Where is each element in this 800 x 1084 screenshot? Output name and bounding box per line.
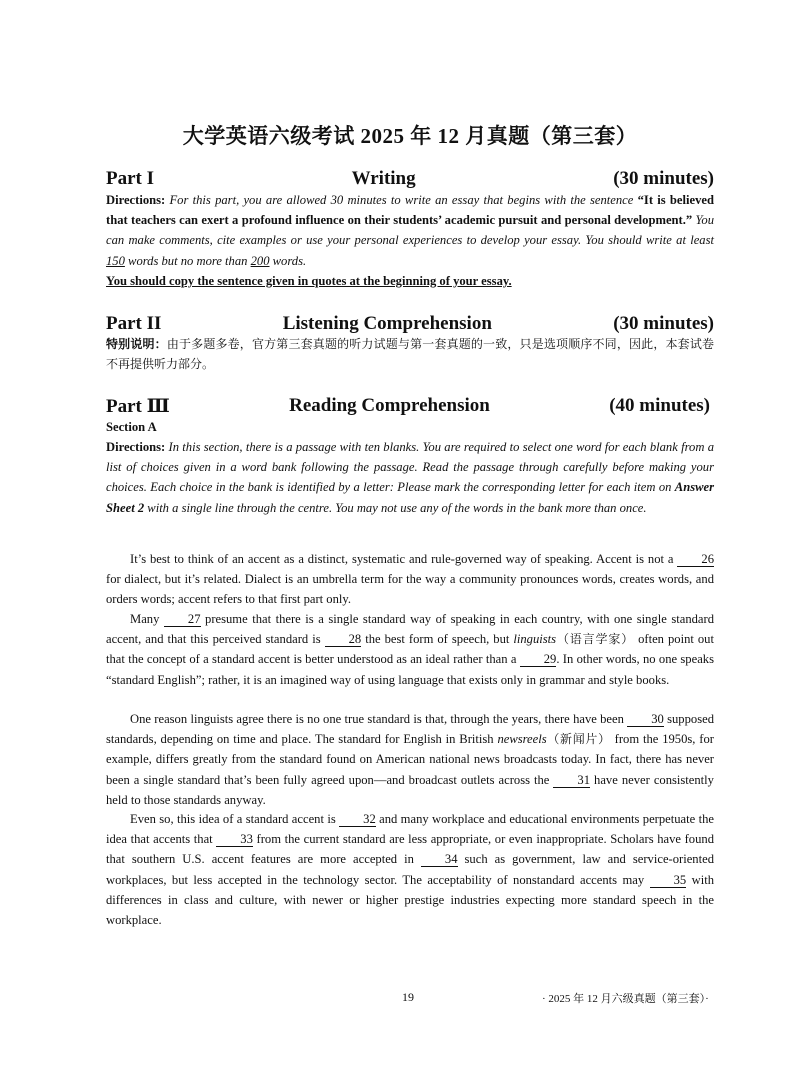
part3-directions-text-2: with a single line through the centre. You may not use any of the words in the bank more than once.	[144, 500, 647, 515]
passage-paragraph-1	[106, 549, 714, 610]
blank-30: 30	[627, 712, 664, 727]
passage-text: Many	[130, 612, 164, 626]
part3-directions-label: Directions:	[106, 440, 166, 454]
part1-time: (30 minutes)	[613, 168, 714, 189]
part2-note-label: 特别说明：	[106, 337, 167, 351]
part1-directions-text-4: words.	[269, 253, 307, 268]
passage-text: presume that there is a single standard way of speaking in each country, with one single standard accent, and that this perceived standard is	[106, 612, 714, 647]
part1-label: Part I	[106, 168, 155, 189]
passage-paragraph-4	[106, 809, 714, 930]
gloss-newsreels: （新闻片）	[546, 732, 611, 747]
blank-26: 26	[677, 552, 714, 567]
answer-sheet-ref: Answer Sheet 2	[106, 480, 714, 515]
blank-32: 32	[339, 812, 376, 827]
blank-27: 27	[164, 612, 201, 627]
passage-text: . In other words, no one speaks “standard English”; rather, it is an imagined way of using language that exists only in grammar and style books.	[106, 652, 714, 687]
gloss-linguists: （语言学家）	[556, 632, 635, 647]
passage-text: from the current standard are less appropriate, or even inappropriate. Scholars have found that southern U.S. accent features are more accepted in	[106, 832, 714, 867]
part3-header	[106, 395, 710, 418]
blank-35: 35	[650, 873, 687, 888]
part2-note	[106, 334, 714, 374]
passage-text: supposed standards, depending on time and place. The standard for English in British	[106, 712, 714, 747]
blank-28: 28	[325, 632, 362, 647]
passage-text: It’s best to think of an accent as a distinct, systematic and rule-governed way of speaking. Accent is not a	[130, 552, 678, 566]
part1-directions-label: Directions:	[106, 193, 166, 207]
passage-text: One reason linguists agree there is no one true standard is that, through the years, there have been	[130, 712, 628, 726]
blank-29: 29	[520, 652, 557, 667]
passage-text: from the 1950s, for example, differs greatly from the standard found on American national news broadcasts today. In fact, there has never been a single standard that’s been fully agreed upon—and broadcast outlets across the	[106, 732, 714, 787]
part2-header	[106, 313, 714, 335]
passage-text: Even so, this idea of a standard accent is	[130, 812, 340, 826]
glossed-word-linguists: linguists	[513, 632, 557, 647]
part3-directions	[106, 437, 714, 518]
glossed-word-newsreels: newsreels	[497, 732, 547, 747]
part3-label: Part Ⅲ	[106, 396, 170, 417]
page-title: 大学英语六级考试 2025 年 12 月真题（第三套）	[182, 124, 638, 148]
blank-33: 33	[216, 832, 253, 847]
section-a-heading: Section A	[106, 420, 157, 434]
max-words: 200	[250, 253, 270, 268]
passage-paragraph-3	[106, 709, 714, 810]
passage-text: for dialect, but it’s related. Dialect is an umbrella term for the way a community pronounces words, creates words, and orders words; accent refers to that first part only.	[106, 572, 714, 607]
part2-name: Listening Comprehension	[282, 313, 492, 334]
passage-text: the best form of speech, but	[361, 632, 514, 647]
running-footer-title: · 2025 年 12 月六级真题（第三套）·	[542, 993, 709, 1005]
passage-text: and many workplace and educational environments perpetuate the idea that accents that	[106, 812, 715, 847]
part3-name: Reading Comprehension	[289, 395, 490, 416]
passage-text: often point out that the concept of a standard accent is better understood as an ideal rather than a	[106, 632, 714, 667]
page-number: 19	[402, 990, 414, 1004]
part1-directions-text-2: You can make comments, cite examples or use your personal experiences to develop your essay. You should write at least	[106, 213, 714, 248]
passage-text: such as government, law and service-oriented workplaces, but less accepted in the technology sector. The acceptability of nonstandard accents may	[106, 852, 714, 887]
passage-text: have never consistently held to those standards anyway.	[106, 772, 714, 807]
part1-directions-text-3: words but no more than	[124, 253, 251, 268]
part2-note-text: 由于多题多卷，官方第三套真题的听力试题与第一套真题的一致，只是选项顺序不同，因此，本套试卷不再提供听力部分。	[106, 337, 714, 372]
part2-time: (30 minutes)	[613, 313, 714, 334]
part3-time: (40 minutes)	[609, 395, 710, 416]
passage-text: with differences in class and culture, with newer or higher prestige industries expecting more standard speech in the workplace.	[106, 872, 715, 928]
part1-directions	[106, 190, 714, 291]
part2-label: Part II	[106, 313, 162, 334]
part3-directions-text-1: In this section, there is a passage with ten blanks. You are required to select one word for each blank from a list of choices given in a word bank following the passage. Read the passage through carefully before making your choices. Each choice in the bank is identified by a letter: Please mark the corresponding letter for each item on	[106, 440, 714, 495]
blank-34: 34	[421, 852, 458, 867]
passage-paragraph-2	[106, 609, 714, 690]
min-words: 150	[106, 253, 125, 268]
essay-opening-sentence: “It is believed that teachers can exert a profound influence on their students’ academic pursuit and personal development.”	[106, 193, 714, 228]
part1-directions-text-1: For this part, you are allowed 30 minutes to write an essay that begins with the sentence	[165, 193, 638, 207]
copy-sentence-note: You should copy the sentence given in quotes at the beginning of your essay.	[106, 273, 512, 288]
part1-name: Writing	[351, 168, 416, 189]
part1-header	[106, 168, 714, 190]
blank-31: 31	[553, 773, 590, 788]
